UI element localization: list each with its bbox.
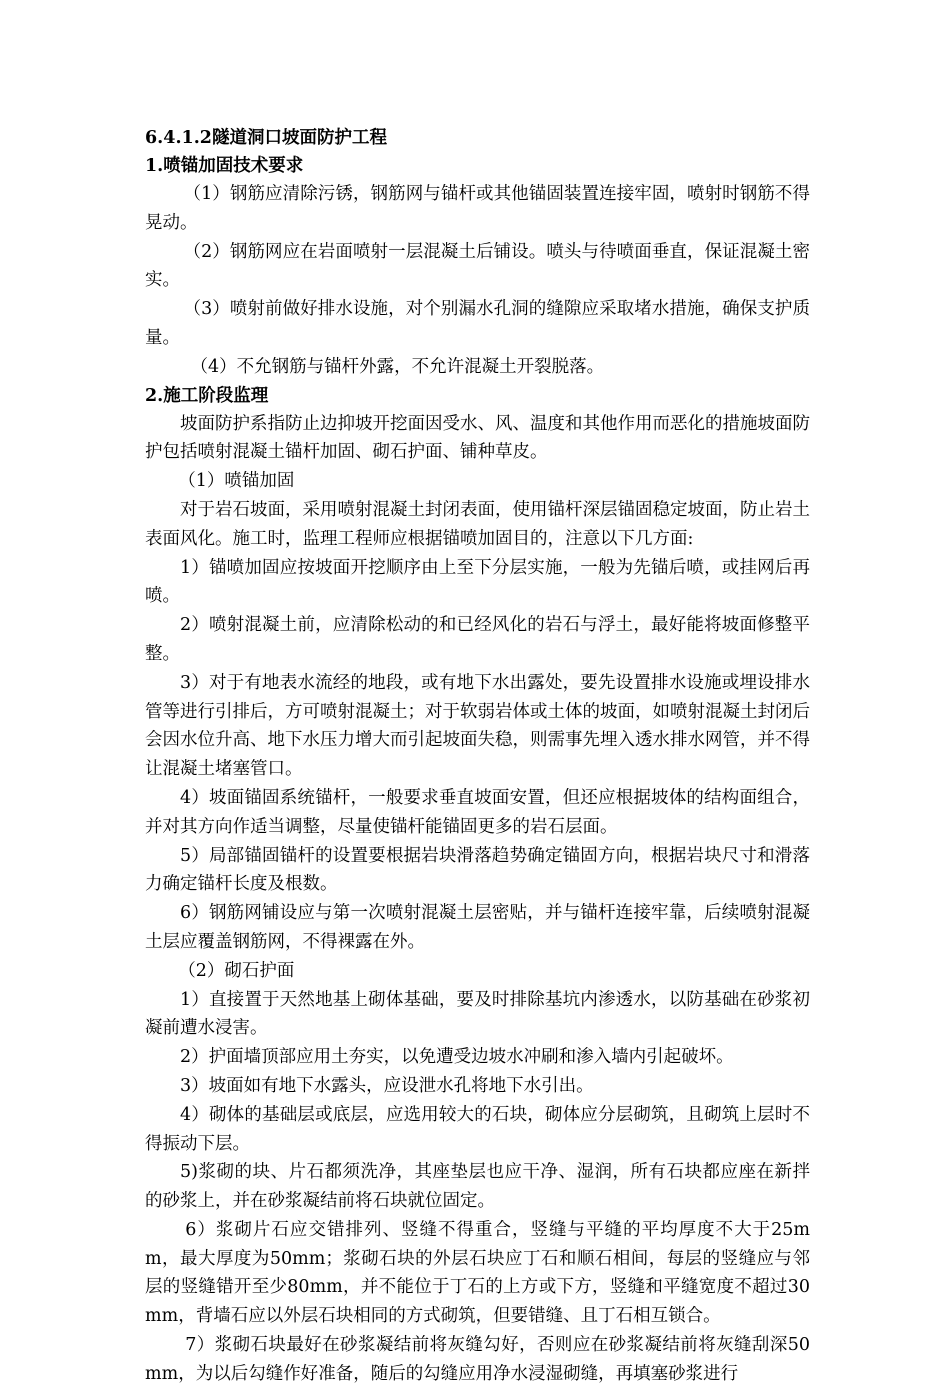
list-item: 6）钢筋网铺设应与第一次喷射混凝土层密贴，并与锚杆连接牢靠，后续喷射混凝土层应覆盖钢筋网，不得裸露在外。 [145,903,810,952]
list-item: 7）浆砌石块最好在砂浆凝结前将灰缝勾好，否则应在砂浆凝结前将灰缝刮深50mm，为以后勾缝作好准备，随后的勾缝应用净水浸湿砌缝，再填塞砂浆进行 [145,1335,810,1384]
requirement-paragraph: （4）不允钢筋与锚杆外露，不允许混凝土开裂脱落。 [190,356,605,377]
heading-spray-anchor-requirements: 1.喷锚加固技术要求 [145,156,304,176]
list-item: 2）喷射混凝土前，应清除松动的和已经风化的岩石与浮土，最好能将坡面修整平整。 [145,615,810,664]
heading-construction-supervision: 2.施工阶段监理 [145,385,269,406]
list-item: 5)浆砌的块、片石都须洗净，其座垫层也应干净、湿润，所有石块都应座在新拌的砂浆上，并在砂浆凝结前将石块就位固定。 [145,1162,810,1212]
section-title: 6.4.1.2隧道洞口坡面防护工程 [145,128,387,148]
list-item: 3）坡面如有地下水露头，应设泄水孔将地下水引出。 [180,1075,594,1096]
list-item: 4）砌体的基础层或底层，应选用较大的石块，砌体应分层砌筑，且砌筑上层时不得振动下层。 [145,1104,810,1154]
list-item: 1）锚喷加固应按坡面开挖顺序由上至下分层实施，一般为先锚后喷，或挂网后再喷。 [145,557,810,607]
requirement-paragraph: （3）喷射前做好排水设施，对个别漏水孔洞的缝隙应采取堵水措施，确保支护质量。 [145,299,810,348]
subsection-intro-paragraph: 对于岩石坡面，采用喷射混凝土封闭表面，使用锚杆深层锚固稳定坡面，防止岩土表面风化。施工时，监理工程师应根据锚喷加固目的，注意以下几方面: [145,499,810,549]
requirement-paragraph: （2）钢筋网应在岩面喷射一层混凝土后铺设。喷头与待喷面垂直，保证混凝土密实。 [145,241,810,291]
list-item: 4）坡面锚固系统锚杆，一般要求垂直坡面安置，但还应根据坡体的结构面组合，并对其方向作适当调整，尽量使锚杆能锚固更多的岩石层面。 [145,787,810,837]
subsection-spray-anchor: （1）喷锚加固 [178,471,295,492]
list-item: 6）浆砌片石应交错排列、竖缝不得重合，竖缝与平缝的平均厚度不大于25mm，最大厚度为50mm；浆砌石块的外层石块应丁石和顺石相间，每层的竖缝应与邻层的竖缝错开至少80mm，并不能位于丁石的上方或下方，竖缝和平缝宽度不超过30mm，背墙石应以外层石块相同的方式砌筑，但要错缝、且丁石相互锁合。 [145,1219,810,1327]
list-item: 1）直接置于天然地基上砌体基础，要及时排除基坑内渗透水，以防基础在砂浆初凝前遭水浸害。 [145,989,810,1039]
list-item: 3）对于有地表水流经的地段，或有地下水出露处，要先设置排水设施或埋设排水管等进行引排后，方可喷射混凝土；对于软弱岩体或土体的坡面，如喷射混凝土封闭后会因水位升高、地下水压力增大而引起坡面失稳，则需事先埋入透水排水网管，并不得让混凝土堵塞管口。 [145,672,810,780]
intro-paragraph: 坡面防护系指防止边抑坡开挖面因受水、风、温度和其他作用而恶化的措施坡面防护包括喷射混凝土锚杆加固、砌石护面、铺种草皮。 [145,413,810,463]
list-item: 2）护面墙顶部应用土夯实，以免遭受边坡水冲刷和渗入墙内引起破坏。 [180,1047,734,1068]
list-item: 5）局部锚固锚杆的设置要根据岩块滑落趋势确定锚固方向，根据岩块尺寸和滑落力确定锚杆长度及根数。 [145,845,810,895]
requirement-paragraph: （1）钢筋应清除污锈，钢筋网与锚杆或其他锚固装置连接牢固，喷射时钢筋不得晃动。 [145,184,810,233]
subsection-masonry: （2）砌石护面 [178,960,295,981]
